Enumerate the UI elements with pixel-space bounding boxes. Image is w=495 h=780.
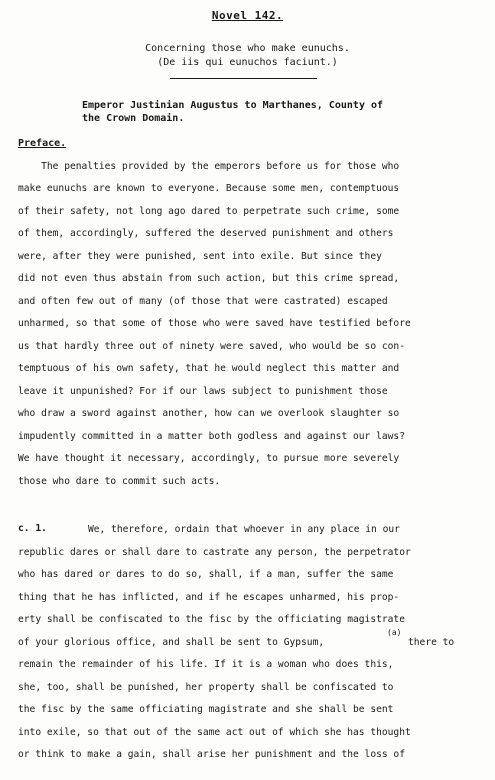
preface-line: of them, accordingly, suffered the deserved punishment and others [18,228,394,239]
address-block [82,99,482,125]
address-line-1: Emperor Justinian Augustus to Marthanes, County of [82,100,384,111]
address-line-2: the Crown Domain. [82,113,185,124]
preface-line: who draw a sword against another, how can we overlook slaughter so [18,408,400,419]
preface-line: impudently committed in a matter both godless and against our laws? [18,431,405,442]
preface-line: unharmed, so that some of those who were saved have testified before [18,318,411,329]
section-line: or think to make a gain, shall arise her punishment and the loss of [18,749,405,760]
section-line-continuation: there to [408,637,455,648]
preface-line: of their safety, not long ago dared to perpetrate such crime, some [18,206,400,217]
preface-line: were, after they were punished, sent into exile. But since they [18,251,382,262]
subtitle-latin: (De iis qui eunuchos faciunt.) [157,57,338,68]
preface-line: did not even thus abstain from such action, but this crime spread, [18,273,400,284]
section-label: c. 1. [18,523,47,534]
section-line: We, therefore, ordain that whoever in any place in our [88,524,400,535]
section-line: who has dared or dares to do so, shall, if a man, suffer the same [18,569,394,580]
title-divider [170,78,317,79]
preface-line: The penalties provided by the emperors before us for those who [18,161,400,172]
preface-line: temptuous of his own safety, that he would neglect this matter and [18,363,400,374]
preface-line: those who dare to commit such acts. [18,476,221,487]
section-line: the fisc by the same officiating magistrate and she shall be sent [18,704,394,715]
preface-line: us that hardly three out of ninety were saved, who would be so con- [18,341,405,352]
section-line: into exile, so that out of the same act out of which she has thought [18,727,411,738]
preface-line: We have thought it necessary, accordingly, to pursue more severely [18,453,400,464]
footnote-marker: (a) [387,628,402,637]
document-title: Novel 142. [211,9,284,22]
preface-line: and often few out of many (of those that were castrated) escaped [18,296,388,307]
section-line: republic dares or shall dare to castrate any person, the perpetrator [18,547,411,558]
section-line: remain the remainder of his life. If it is a woman who does this, [18,659,394,670]
preface-line: leave it unpunished? For if our laws subject to punishment those [18,386,388,397]
section-line: thing that he has inflicted, and if he escapes unharmed, his prop- [18,592,400,603]
preface-heading: Preface. [18,138,67,149]
preface-line: make eunuchs are known to everyone. Because some men, contemptuous [18,183,400,194]
section-line: erty shall be confiscated to the fisc by the officiating magistrate [18,614,405,625]
section-line: of your glorious office, and shall be sent to Gypsum, [18,637,325,648]
section-line: she, too, shall be punished, her property shall be confiscated to [18,682,394,693]
subtitle-english: Concerning those who make eunuchs. [145,43,350,54]
